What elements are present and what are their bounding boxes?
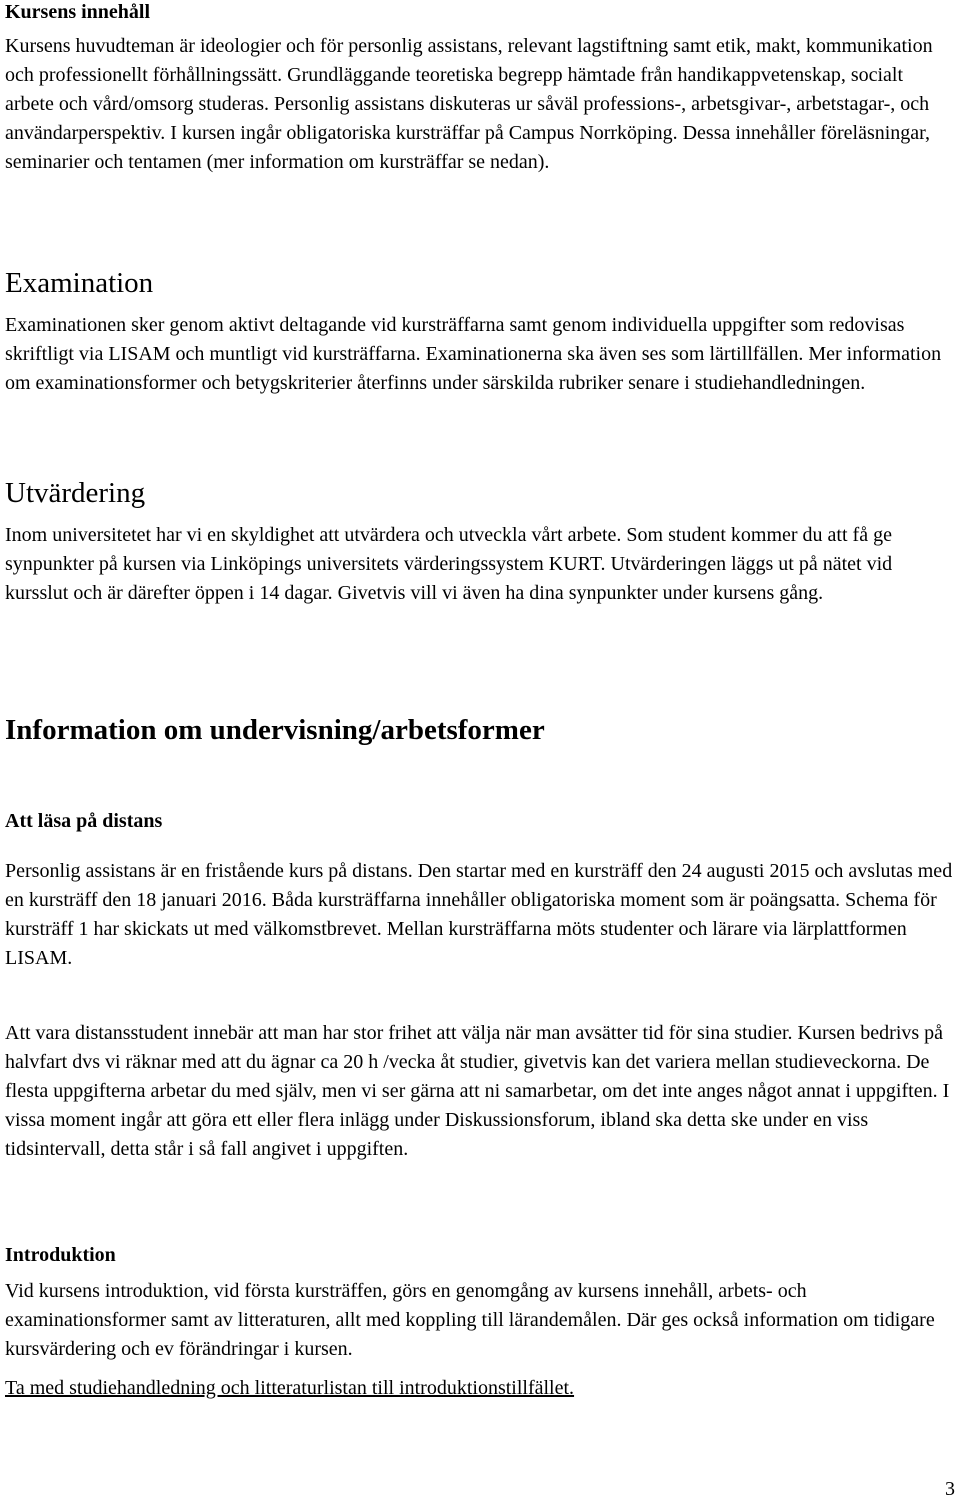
paragraph-distance-2: Att vara distansstudent innebär att man har stor frihet att välja när man avsätter tid för sina studier. Kursen bedrivs på halvfart dvs vi räknar med att du ägnar ca 20 h /vecka åt studier, givetvis kan det variera mellan studieveckorna. De flesta uppgifterna arbetar du med själv, men vi ser gärna att ni samarbetar, om det inte anges något annat i uppgiften. I vissa moment ingår att göra ett eller flera inlägg under Diskussionsforum, ibland ska detta ske under en viss tidsintervall, detta står i så fall angivet i uppgiften. xyxy=(5,1022,950,1160)
introduction-underlined-note: Ta med studiehandledning och litteraturlistan till introduktionstillfället. xyxy=(5,1377,575,1399)
heading-distance: Att läsa på distans xyxy=(5,810,163,832)
paragraph-distance-1: Personlig assistans är en fristående kurs på distans. Den startar med en kursträff den 24 augusti 2015 och avslutas med en kursträff den 18 januari 2016. Båda kursträffarna innehåller obligatoriska moment som är poängsatta. Schema för kursträff 1 har skickats ut med välkomstbrevet. Mellan kursträffarna möts studenter och lärare via lärplattformen LISAM. xyxy=(5,860,953,969)
paragraph-evaluation: Inom universitetet har vi en skyldighet att utvärdera och utveckla vårt arbete. Som student kommer du att få ge synpunkter på kursen via Linköpings universitets värderingssystem KURT. Utvärderingen läggs ut på nätet vid kursslut och är därefter öppen i 14 dagar. Givetvis vill vi även ha dina synpunkter under kursens gång. xyxy=(5,524,893,604)
page-number: 3 xyxy=(945,1478,955,1500)
paragraph-course-content: Kursens huvudteman är ideologier och för personlig assistans, relevant lagstiftning samt etik, makt, kommunikation och professionellt förhållningssätt. Grundläggande teoretiska begrepp hämtade från handikappvetenskap, socialt arbete och vård/omsorg studeras. Personlig assistans diskuteras ur såväl professions-, arbetsgivar-, arbetstagar-, och användarperspektiv. I kursen ingår obligatoriska kursträffar på Campus Norrköping. Dessa innehåller föreläsningar, seminarier och tentamen (mer information om kursträffar se nedan). xyxy=(5,35,933,173)
heading-course-content: Kursens innehåll xyxy=(5,1,151,23)
heading-introduction: Introduktion xyxy=(5,1244,116,1266)
paragraph-examination: Examinationen sker genom aktivt deltagande vid kursträffarna samt genom individuella uppgifter som redovisas skriftligt via LISAM och muntligt vid kursträffarna. Examinationerna ska även ses som lärtillfällen. Mer information om examinationsformer och betygskriterier återfinns under särskilda rubriker senare i studiehandledningen. xyxy=(5,314,942,394)
heading-teaching-info: Information om undervisning/arbetsformer xyxy=(5,714,545,746)
paragraph-introduction: Vid kursens introduktion, vid första kursträffen, görs en genomgång av kursens innehåll, arbets- och examinationsformer samt av litteraturen, allt med koppling till lärandemålen. Där ges också information om tidigare kursvärdering och ev förändringar i kursen. xyxy=(5,1280,935,1360)
heading-examination: Examination xyxy=(5,267,154,299)
heading-evaluation: Utvärdering xyxy=(5,477,146,509)
